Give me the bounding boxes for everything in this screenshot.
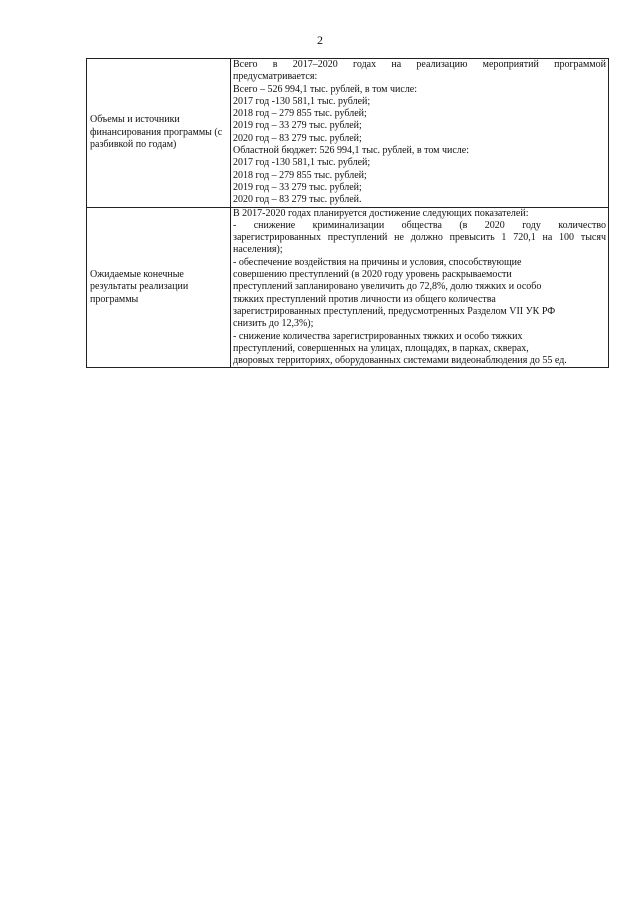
text-line: Всего – 526 994,1 тыс. рублей, в том числе:: [233, 83, 418, 95]
text-line: населения);: [233, 244, 283, 256]
table-body: [87, 59, 609, 368]
text-line: - обеспечение воздействия на причины и условия, способствующие: [233, 256, 522, 268]
text-line: 2018 год – 279 855 тыс. рублей;: [233, 169, 367, 181]
text-line: В 2017-2020 годах планируется достижение следующих показателей:: [233, 207, 529, 219]
page-number: 2: [317, 33, 323, 47]
text-line: 2017 год -130 581,1 тыс. рублей;: [233, 157, 371, 169]
text-line: - снижение криминализации общества (в 2020 году количество: [233, 219, 606, 231]
row-value-cell: [231, 207, 609, 368]
row-label-cell: [87, 59, 231, 208]
text-line: 2018 год – 279 855 тыс. рублей;: [233, 108, 367, 120]
text-line: 2019 год – 33 279 тыс. рублей;: [233, 120, 362, 132]
text-line: преступлений запланировано увеличить до 72,8%, долю тяжких и особо: [233, 281, 542, 293]
text-line: снизить до 12,3%);: [233, 318, 314, 330]
text-line: 2019 год – 33 279 тыс. рублей;: [233, 181, 362, 193]
text-line: тяжких преступлений против личности из общего количества: [233, 293, 496, 305]
text-line: зарегистрированных преступлений не должно превысить 1 720,1 на 100 тысяч: [233, 232, 606, 244]
row-label-cell: [87, 207, 231, 368]
text-line: предусматривается:: [233, 71, 318, 83]
row-label: Объемы и источники финансирования программы (с разбивкой по годам): [90, 114, 223, 150]
text-line: преступлений, совершенных на улицах, площадях, в парках, скверах,: [233, 342, 529, 354]
text-line: совершению преступлений (в 2020 году уровень раскрываемости: [233, 269, 512, 281]
text-line: 2020 год – 83 279 тыс. рублей.: [233, 194, 362, 206]
text-line: Всего в 2017–2020 годах на реализацию мероприятий программой: [233, 59, 606, 70]
text-line: 2020 год – 83 279 тыс. рублей;: [233, 132, 362, 144]
text-line: - снижение количества зарегистрированных тяжких и особо тяжких: [233, 330, 523, 342]
table-row: [87, 59, 609, 208]
program-passport-table: [86, 58, 609, 368]
row-label: Ожидаемые конечные результаты реализации программы: [90, 269, 189, 305]
text-line: Областной бюджет: 526 994,1 тыс. рублей, в том числе:: [233, 145, 470, 157]
text-line: зарегистрированных преступлений, предусмотренных Разделом VII УК РФ: [233, 305, 556, 317]
table-row: [87, 207, 609, 368]
row-value-cell: [231, 59, 609, 208]
text-line: дворовых территориях, оборудованных системами видеонаблюдения до 55 ед.: [233, 355, 567, 367]
text-line: 2017 год -130 581,1 тыс. рублей;: [233, 95, 371, 107]
